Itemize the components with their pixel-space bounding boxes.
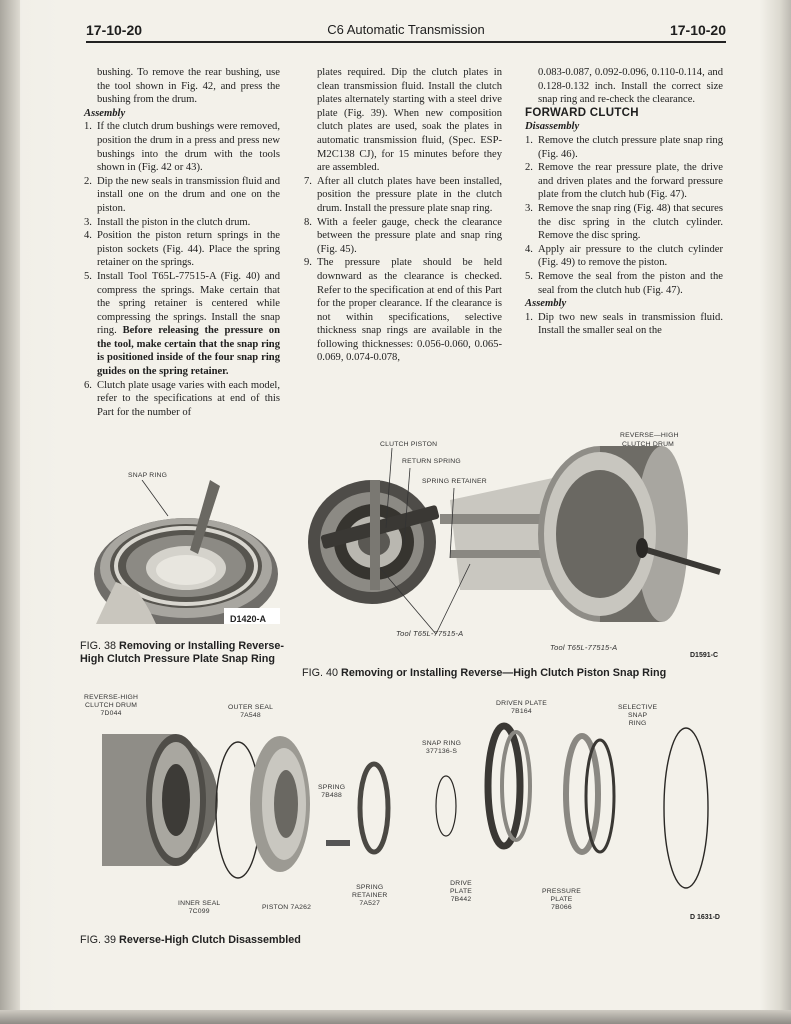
fig40-code: D1591-C: [690, 652, 719, 659]
paragraph-intro: bushing. To remove the rear bushing, use the tool shown in Fig. 42, and press the bushing from the drum.: [97, 67, 280, 106]
fig40-label-tool-right: Tool T65L-77515-A: [550, 643, 618, 652]
fig38-caption: [80, 640, 290, 666]
fig39-label-drive-plate: DRIVE PLATE 7B442: [450, 880, 473, 903]
list-item: 1. If the clutch drum bushings were removed, position the drum in a press and press new bushings into the drum with the tools shown in (Fig. 42 or 43).: [84, 121, 280, 174]
text-column-1: [84, 66, 280, 419]
fig39-label-drum: REVERSE-HIGH CLUTCH DRUM 7D044: [84, 694, 139, 717]
fig39-label-selective-snap-ring: SELECTIVE SNAP RING: [618, 704, 658, 727]
fig39-title: Reverse-High Clutch Disassembled: [119, 934, 301, 946]
text-column-3: [525, 66, 723, 338]
list-item: 3. Remove the snap ring (Fig. 48) that secures the disc spring in the clutch cylinder. Remove the disc spring.: [525, 202, 723, 242]
fig40-label-spring-retainer: SPRING RETAINER: [422, 478, 487, 485]
fig39-label-outer-seal: OUTER SEAL 7A548: [228, 704, 274, 719]
fig38-number: FIG. 38: [80, 640, 117, 652]
page-number-left: 17-10-20: [86, 22, 143, 38]
assembly-steps: [525, 311, 723, 338]
fig39-label-spring: SPRING 7B488: [318, 784, 346, 799]
fig40-caption: [302, 667, 722, 680]
list-item: 7. After all clutch plates have been installed, position the pressure plate in the clutch drum. Install the pressure plate snap ring.: [304, 175, 502, 214]
paragraph-continued: plates required. Dip the clutch plates in clean transmission fluid. Install the clutch plates alternately starting with a steel drive plate (Fig. 39). When new composition clutch plates are used, soak the plates in automatic transmission fluid, (Spec. ESP-M2C138 CJ), for 15 minutes before they are assembled.: [317, 67, 502, 174]
page-number-right: 17-10-20: [669, 22, 726, 38]
assembly-steps: [84, 120, 280, 419]
fig40-number: FIG. 40: [302, 667, 339, 679]
list-item: 9. The pressure plate should be held downward as the clearance is checked. Refer to the specification at end of this Part for the proper clearance. If the clearance is not within specifications, selective thickness snap rings are available in the following thicknesses: 0.056-0.060, 0.065-0.069, 0.074-0.078,: [304, 257, 502, 364]
fig39-label-piston: PISTON 7A262: [262, 904, 312, 911]
list-item: 1. Remove the clutch pressure plate snap ring (Fig. 46).: [525, 134, 723, 160]
text-column-2: [304, 66, 502, 365]
subheading-assembly: Assembly: [525, 298, 567, 310]
fig38-title: Removing or Installing Reverse-High Clutch Pressure Plate Snap Ring: [80, 640, 285, 665]
assembly-steps-continued: [304, 175, 502, 365]
fig39-label-driven-plate: DRIVEN PLATE 7B164: [496, 700, 547, 715]
fig40-label-drum-line1: REVERSE—HIGH: [620, 432, 679, 439]
list-item: 1. Dip two new seals in transmission fluid. Install the smaller seal on the: [525, 311, 723, 337]
fig39-label-spring-retainer: SPRING RETAINER 7A527: [352, 884, 388, 907]
page-running-title: C6 Automatic Transmission: [327, 22, 485, 37]
list-item: 2. Dip the new seals in transmission fluid and install one on the drum and one on the piston.: [84, 175, 280, 214]
fig39-number: FIG. 39: [80, 934, 117, 946]
fig39-caption: [80, 934, 500, 947]
reverse-high-clutch-parts-illustration: [90, 700, 730, 900]
fig40-label-tool-left: Tool T65L-77515-A: [396, 629, 464, 638]
section-heading-forward-clutch: FORWARD CLUTCH: [525, 106, 639, 119]
fig38-code: D1420-A: [230, 614, 267, 624]
list-item: 6. Clutch plate usage varies with each model, refer to the specifications at end of this Part for the number of: [84, 379, 280, 418]
page-header: [86, 22, 726, 42]
fig39-label-pressure-plate: PRESSURE PLATE 7B066: [542, 888, 581, 911]
fig39-label-snap-ring: SNAP RING 377136-S: [422, 740, 462, 755]
list-item: 5. Install Tool T65L-77515-A (Fig. 40) and compress the springs. Make certain that the spring retainer is centered while compressing the springs. Install the snap ring. Before releasing the pressure on the tool, make certain that the snap ring is positioned inside of the four snap ring guides on the spring retainer.: [84, 270, 280, 378]
fig39-label-inner-seal: INNER SEAL 7C099: [178, 900, 221, 915]
list-item: 3. Install the piston in the clutch drum.: [84, 216, 251, 228]
list-item: 8. With a feeler gauge, check the clearance between the pressure plate and snap ring (Fig. 45).: [304, 216, 502, 255]
paragraph-continued: 0.083-0.087, 0.092-0.096, 0.110-0.114, and 0.128-0.132 inch. Install the correct size snap ring and re-check the clearance.: [538, 67, 723, 106]
fig40-label-return-spring: RETURN SPRING: [402, 458, 461, 465]
fig40-label-clutch-piston: CLUTCH PISTON: [380, 441, 438, 448]
disassembly-steps: [525, 134, 723, 297]
header-rule: [86, 41, 726, 43]
fig40-title: Removing or Installing Reverse—High Clutch Piston Snap Ring: [341, 667, 667, 679]
page-binding-shadow: [0, 0, 20, 1024]
fig38-leader-line: [130, 480, 190, 520]
fig38-label-snap-ring: SNAP RING: [128, 472, 168, 479]
subheading-assembly: Assembly: [84, 107, 126, 119]
fig40-leader-lines: [350, 448, 550, 638]
fig40-label-drum-line2: CLUTCH DRUM: [622, 441, 675, 448]
subheading-disassembly: Disassembly: [525, 121, 580, 133]
warning-text: Before releasing the pressure on the tool, make certain that the snap ring is positioned inside of the four snap ring guides on the spring retainer.: [97, 325, 280, 378]
list-item: 4. Position the piston return springs in the piston sockets (Fig. 44). Place the spring retainer on the springs.: [84, 230, 280, 269]
list-item: 5. Remove the seal from the piston and the seal from the clutch hub (Fig. 47).: [525, 270, 723, 296]
list-item: 2. Remove the rear pressure plate, the drive and driven plates and the forward pressure plate from the clutch hub (Fig. 47).: [525, 162, 723, 201]
list-item: 4. Apply air pressure to the clutch cylinder (Fig. 49) to remove the piston.: [525, 243, 723, 269]
fig39-exploded-view: [90, 700, 730, 900]
fig39-code: D 1631-D: [690, 914, 720, 921]
page-bottom-edge: [0, 1010, 791, 1024]
